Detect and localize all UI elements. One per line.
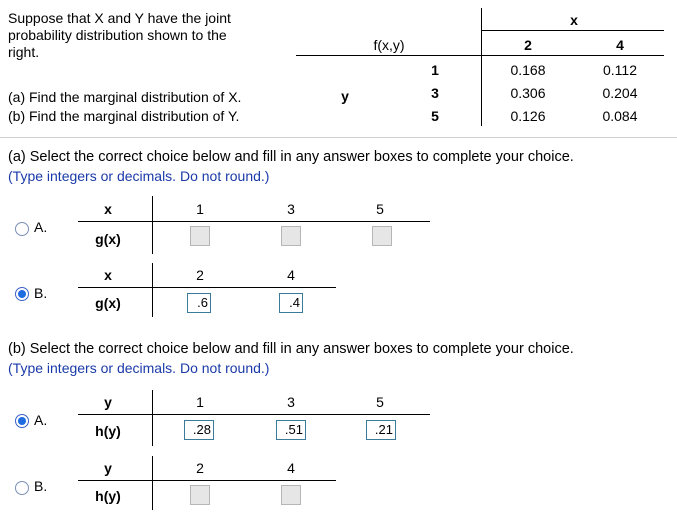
section-a-instruction: (a) Select the correct choice below and fill in any answer boxes to complete your choice. — [8, 149, 574, 165]
header-1: 1 — [196, 394, 204, 410]
answer-input-h3[interactable]: .51 — [276, 420, 306, 440]
section-a-option-a-radio[interactable] — [15, 222, 29, 236]
header-5: 5 — [376, 394, 384, 410]
cell-y3-x2: 0.306 — [510, 85, 546, 101]
answer-input-h1[interactable]: .28 — [184, 420, 214, 440]
table-hline-2 — [481, 30, 664, 31]
gx-label: g(x) — [95, 231, 121, 247]
x-label: x — [570, 12, 578, 28]
answer-box-disabled[interactable] — [190, 226, 210, 246]
problem-line-3: right. — [8, 44, 40, 60]
section-b-option-b-label[interactable]: B. — [34, 478, 48, 494]
table-hline-1 — [296, 55, 664, 56]
var-x-label: x — [104, 201, 112, 217]
section-b-option-b-radio[interactable] — [15, 481, 29, 495]
header-3: 3 — [287, 394, 295, 410]
answer-box-disabled[interactable] — [281, 226, 301, 246]
section-a-option-b-label[interactable]: B. — [34, 285, 48, 301]
y-value-1: 1 — [431, 62, 439, 78]
x-value-4: 4 — [616, 37, 624, 53]
answer-input-g2[interactable]: .6 — [187, 293, 211, 313]
y-value-5: 5 — [431, 108, 439, 124]
header-1: 1 — [196, 201, 204, 217]
hy-label: h(y) — [95, 423, 121, 439]
section-a-hint: (Type integers or decimals. Do not round.) — [8, 168, 270, 184]
answer-box-disabled[interactable] — [372, 226, 392, 246]
header-3: 3 — [287, 201, 295, 217]
var-x-label: x — [104, 267, 112, 283]
hy-label: h(y) — [95, 488, 121, 504]
fxy-label: f(x,y) — [373, 37, 405, 53]
part-a-question: (a) Find the marginal distribution of X. — [8, 89, 242, 105]
x-value-2: 2 — [524, 37, 532, 53]
var-y-label: y — [104, 394, 112, 410]
section-b-hint: (Type integers or decimals. Do not round.) — [8, 360, 270, 376]
cell-y3-x4: 0.204 — [602, 85, 638, 101]
y-value-3: 3 — [431, 85, 439, 101]
section-divider — [0, 137, 677, 138]
cell-y5-x2: 0.126 — [510, 108, 546, 124]
problem-statement — [8, 10, 288, 61]
header-4: 4 — [287, 267, 295, 283]
part-b-question: (b) Find the marginal distribution of Y. — [8, 108, 240, 124]
header-2: 2 — [196, 267, 204, 283]
section-b-instruction: (b) Select the correct choice below and fill in any answer boxes to complete your choice. — [8, 341, 574, 357]
cell-y5-x4: 0.084 — [602, 108, 638, 124]
problem-line-2: probability distribution shown to the — [8, 27, 227, 43]
gx-label: g(x) — [95, 295, 121, 311]
answer-input-g4[interactable]: .4 — [279, 293, 303, 313]
section-b-option-a-radio[interactable] — [15, 414, 29, 428]
cell-y1-x4: 0.112 — [603, 62, 637, 78]
problem-line-1: Suppose that X and Y have the joint — [8, 10, 231, 26]
var-y-label: y — [104, 460, 112, 476]
header-2: 2 — [196, 460, 204, 476]
header-5: 5 — [376, 201, 384, 217]
section-b-option-a-label[interactable]: A. — [34, 412, 48, 428]
cell-y1-x2: 0.168 — [510, 62, 546, 78]
section-a-option-a-label[interactable]: A. — [34, 219, 48, 235]
y-label: y — [341, 88, 349, 104]
answer-box-disabled[interactable] — [281, 485, 301, 505]
section-a-option-b-radio[interactable] — [15, 287, 29, 301]
table-vline-1 — [481, 8, 482, 126]
header-4: 4 — [287, 460, 295, 476]
answer-input-h5[interactable]: .21 — [366, 420, 396, 440]
answer-box-disabled[interactable] — [190, 485, 210, 505]
